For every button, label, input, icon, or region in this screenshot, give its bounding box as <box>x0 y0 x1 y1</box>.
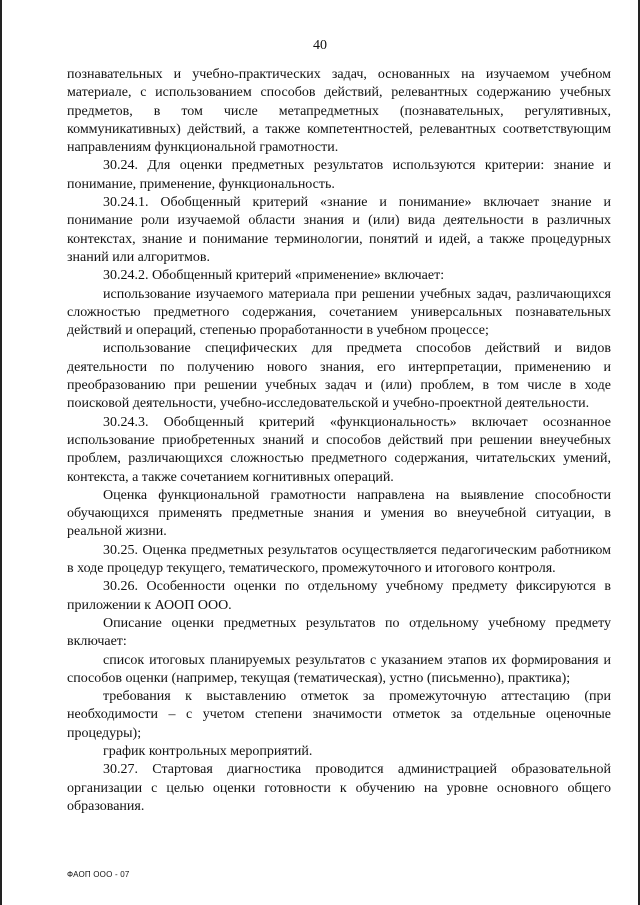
paragraph: 30.24.3. Обобщенный критерий «функциональность» включает осознанное использование приобретенных знаний и способов действий при решении внеучебных проблем, различающихся сложностью предметного содержания, читательских умений, контекста, а также сочетанием когнитивных операций. <box>67 414 611 485</box>
paragraph: 30.24.1. Обобщенный критерий «знание и понимание» включает знание и понимание роли изучаемой области знания и (или) вида деятельности в различных контекстах, знание и понимание терминологии, понятий и идей, а также процедурных знаний или алгоритмов. <box>67 195 611 265</box>
paragraph: познавательных и учебно-практических задач, основанных на изучаемом учебном материале, с использованием способов действий, релевантных содержанию учебных предметов, в том числе метапредметных (познавательных, регулятивных, коммуникативных) действий, а также компетентностей, релевантных соответствующим направлениям функциональной грамотности. <box>67 67 611 156</box>
paragraph: требования к выставлению отметок за промежуточную аттестацию (при необходимости – с учетом степени значимости отметок за отдельные оценочные процедуры); <box>67 689 611 741</box>
paragraph: 30.25. Оценка предметных результатов осуществляется педагогическим работником в ходе процедур текущего, тематического, промежуточного и итогового контроля. <box>67 542 611 577</box>
document-footer: ФАОП ООО - 07 <box>67 870 130 879</box>
page-number: 40 <box>313 38 327 53</box>
document-body <box>67 66 611 816</box>
paragraph: 30.26. Особенности оценки по отдельному учебному предмету фиксируются в приложении к АООП ООО. <box>67 579 611 613</box>
paragraph: 30.24.2. Обобщенный критерий «применение» включает: <box>103 268 445 284</box>
paragraph: 30.27. Стартовая диагностика проводится администрацией образовательной организации с целью оценки готовности к обучению на уровне основного общего образования. <box>67 762 611 814</box>
paragraph: Описание оценки предметных результатов по отдельному учебному предмету включает: <box>67 615 611 650</box>
paragraph: 30.24. Для оценки предметных результатов используются критерии: знание и понимание, применение, функциональность. <box>67 158 611 192</box>
paragraph: список итоговых планируемых результатов с указанием этапов их формирования и способов оценки (например, текущая (тематическая), устно (письменно), практика); <box>67 652 611 686</box>
paragraph: использование изучаемого материала при решении учебных задач, различающихся сложностью предметного содержания, сочетанием универсальных познавательных действий и операций, степенью проработанности в учебном процессе; <box>67 286 611 339</box>
paragraph: Оценка функциональной грамотности направлена на выявление способности обучающихся применять предметные знания и умения во внеучебной ситуации, в реальной жизни. <box>67 487 611 540</box>
paragraph: использование специфических для предмета способов действий и видов деятельности по получению нового знания, его интерпретации, применению и преобразованию при решении учебных задач и (или) проблем, в том числе в ходе поисковой деятельности, учебно-исследовательской и учебно-проектной деятельности. <box>67 341 611 412</box>
paragraph: график контрольных мероприятий. <box>103 743 313 759</box>
scan-edge-left <box>0 0 2 905</box>
